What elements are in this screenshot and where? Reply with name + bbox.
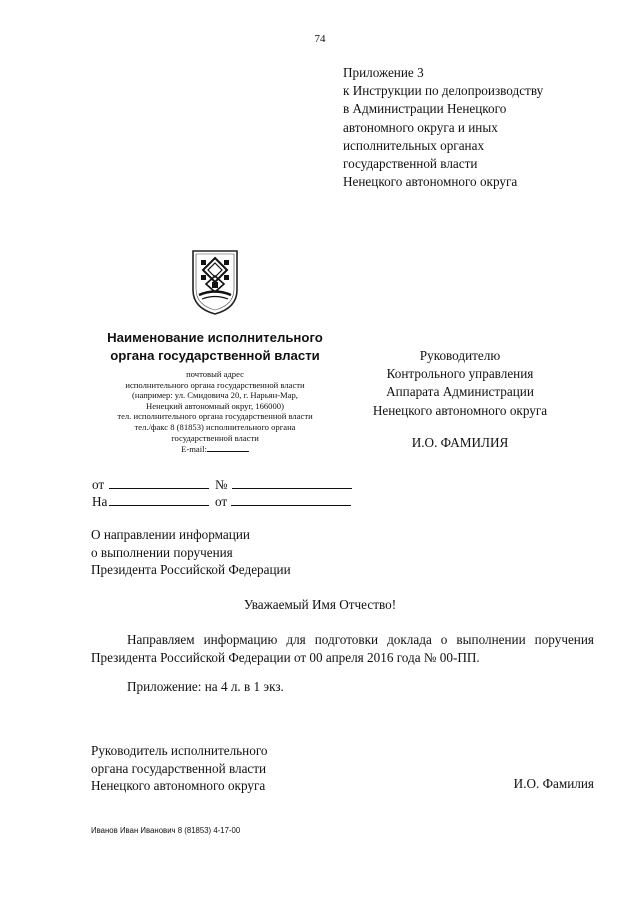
recipient-line: Руководителю — [419, 348, 501, 363]
org-title-line: Наименование исполнительного — [107, 330, 323, 345]
appendix-line: автономного округа и иных — [343, 119, 498, 135]
org-address-line: Ненецкий автономный округ, 166000) — [146, 400, 284, 411]
subject-line: Президента Российской Федерации — [91, 562, 291, 577]
appendix-line: государственной власти — [343, 156, 478, 172]
subject-line: о выполнении поручения — [91, 544, 233, 560]
appendix-line: Приложение 3 — [343, 65, 424, 80]
signature-position-line: органа государственной власти — [91, 760, 267, 776]
org-address-line: исполнительного органа государственной власти — [125, 379, 305, 390]
reply-date-label: от — [215, 494, 228, 509]
greeting: Уважаемый Имя Отчество! — [243, 597, 397, 612]
signature-position-line: Руководитель исполнительного — [91, 743, 268, 758]
page-number: 74 — [314, 33, 326, 45]
recipient-block — [360, 347, 560, 452]
subject-line: О направлении информации — [91, 527, 250, 542]
signature-position-line: Ненецкого автономного округа — [91, 778, 266, 793]
registration-row-reply — [92, 493, 352, 510]
org-title — [90, 329, 340, 365]
reply-blank-line — [109, 493, 209, 506]
org-address-line: государственной власти — [171, 432, 259, 443]
appendix-line: в Администрации Ненецкого — [343, 101, 507, 117]
date-label: от — [92, 477, 105, 492]
coat-of-arms-icon — [190, 248, 240, 316]
appendix-line: исполнительных органах — [343, 137, 485, 153]
registration-row-outgoing — [92, 476, 352, 493]
number-blank-line — [232, 476, 352, 489]
attachment-note: Приложение: на 4 л. в 1 экз. — [127, 679, 284, 694]
org-address-line: тел./факс 8 (81853) исполнительного органа — [134, 421, 296, 432]
org-address — [90, 369, 340, 455]
executor-info: Иванов Иван Иванович 8 (81853) 4-17-00 — [91, 826, 241, 835]
org-address-line: тел. исполнительного органа государственной власти — [117, 411, 313, 422]
appendix-header — [343, 64, 543, 191]
body-paragraph: Направляем информацию для подготовки доклада о выполнении поручения Президента Российской Федерации от 00 апреля 2016 года № 00-ПП. — [91, 632, 594, 665]
signature-position — [91, 742, 268, 795]
number-label: № — [215, 477, 228, 492]
org-address-line: почтовый адрес — [186, 369, 244, 379]
date-blank-line — [109, 476, 209, 489]
email-blank-line — [207, 443, 249, 452]
appendix-line: к Инструкции по делопроизводству — [343, 83, 544, 99]
email-label: E-mail: — [181, 444, 207, 455]
recipient-line: Контрольного управления — [386, 366, 534, 382]
registration-block — [92, 476, 352, 510]
recipient-name: И.О. ФАМИЛИЯ — [411, 434, 509, 450]
reply-label: На — [92, 494, 108, 509]
appendix-line: Ненецкого автономного округа — [343, 174, 518, 190]
org-email — [90, 443, 340, 455]
recipient-line: Аппарата Администрации — [386, 384, 534, 400]
signature-name: И.О. Фамилия — [513, 776, 594, 791]
recipient-line: Ненецкого автономного округа — [372, 402, 548, 418]
org-title-line: органа государственной власти — [110, 348, 320, 363]
reply-date-blank-line — [231, 493, 351, 506]
org-address-line: (например: ул. Смидовича 20, г. Нарьян-Мар, — [132, 390, 298, 401]
subject-block — [91, 526, 291, 579]
